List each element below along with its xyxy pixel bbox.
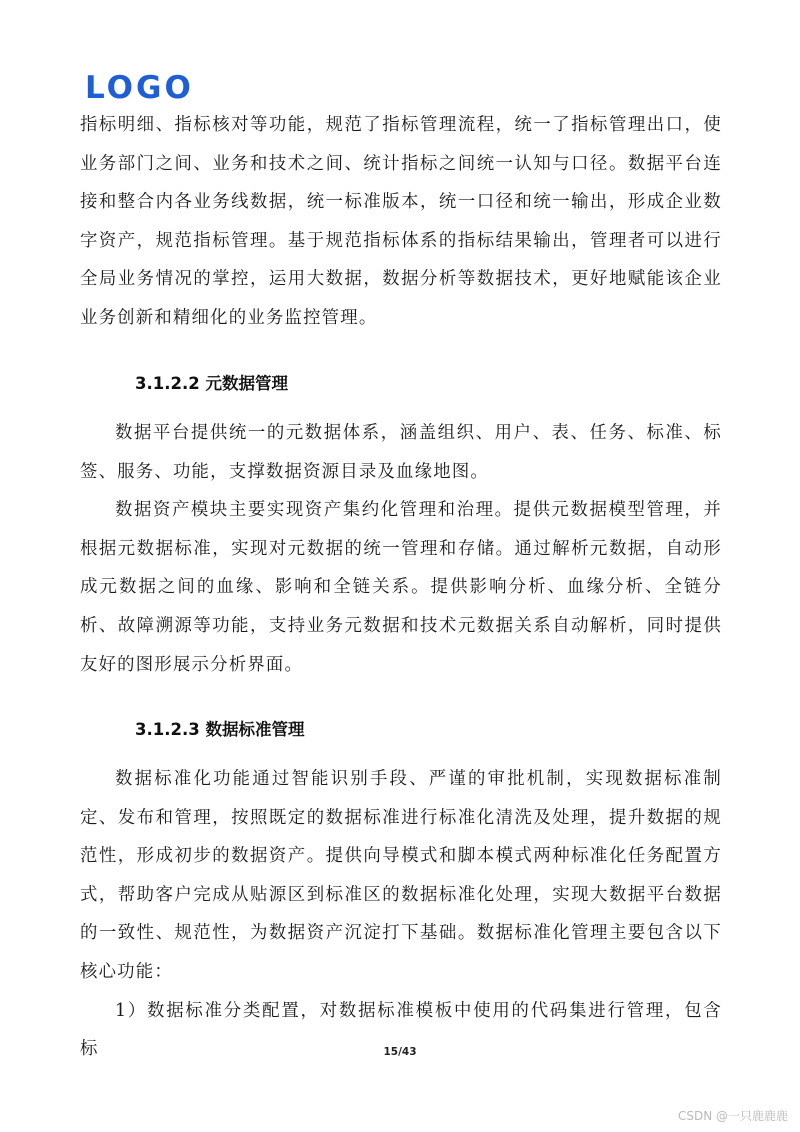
watermark: CSDN @一只鹿鹿鹿	[677, 1109, 788, 1123]
metadata-paragraph-2: 数据资产模块主要实现资产集约化管理和治理。提供元数据模型管理，并根据元数据标准，实现对元数据的统一管理和存储。通过解析元数据，自动形成元数据之间的血缘、影响和全链关系。提供影响分析、血缘分析、全链分析、故障溯源等功能，支持业务元数据和技术元数据关系自动解析，同时提供友好的图形展示分析界面。	[80, 500, 722, 675]
standard-section-body	[80, 760, 722, 1069]
intro-paragraph: 指标明细、指标核对等功能，规范了指标管理流程，统一了指标管理出口，使业务部门之间、业务和技术之间、统计指标之间统一认知与口径。数据平台连接和整合内各业务线数据，统一标准版本，统一口径和统一输出，形成企业数字资产，规范指标管理。基于规范指标体系的指标结果输出，管理者可以进行全局业务情况的掌控，运用大数据，数据分析等数据技术，更好地赋能该企业业务创新和精细化的业务监控管理。	[80, 115, 722, 328]
section-heading-standard: 3.1.2.3 数据标准管理	[135, 720, 305, 739]
section-heading-metadata: 3.1.2.2 元数据管理	[135, 374, 288, 393]
page-number: 15/43	[383, 1046, 417, 1058]
logo: LOGO	[85, 70, 194, 106]
standard-paragraph-2: 1）数据标准分类配置，对数据标准模板中使用的代码集进行管理，包含标	[80, 1000, 722, 1060]
metadata-paragraph-1: 数据平台提供统一的元数据体系，涵盖组织、用户、表、任务、标准、标签、服务、功能，支撑数据资源目录及血缘地图。	[80, 423, 722, 482]
metadata-section-body	[80, 414, 722, 684]
standard-paragraph-1: 数据标准化功能通过智能识别手段、严谨的审批机制，实现数据标准制定、发布和管理，按照既定的数据标准进行标准化清洗及处理，提升数据的规范性，形成初步的数据资产。提供向导模式和脚本模式两种标准化任务配置方式，帮助客户完成从贴源区到标准区的数据标准化处理，实现大数据平台数据的一致性、规范性，为数据资产沉淀打下基础。数据标准化管理主要包含以下核心功能：	[80, 769, 722, 982]
intro-text	[80, 106, 722, 338]
